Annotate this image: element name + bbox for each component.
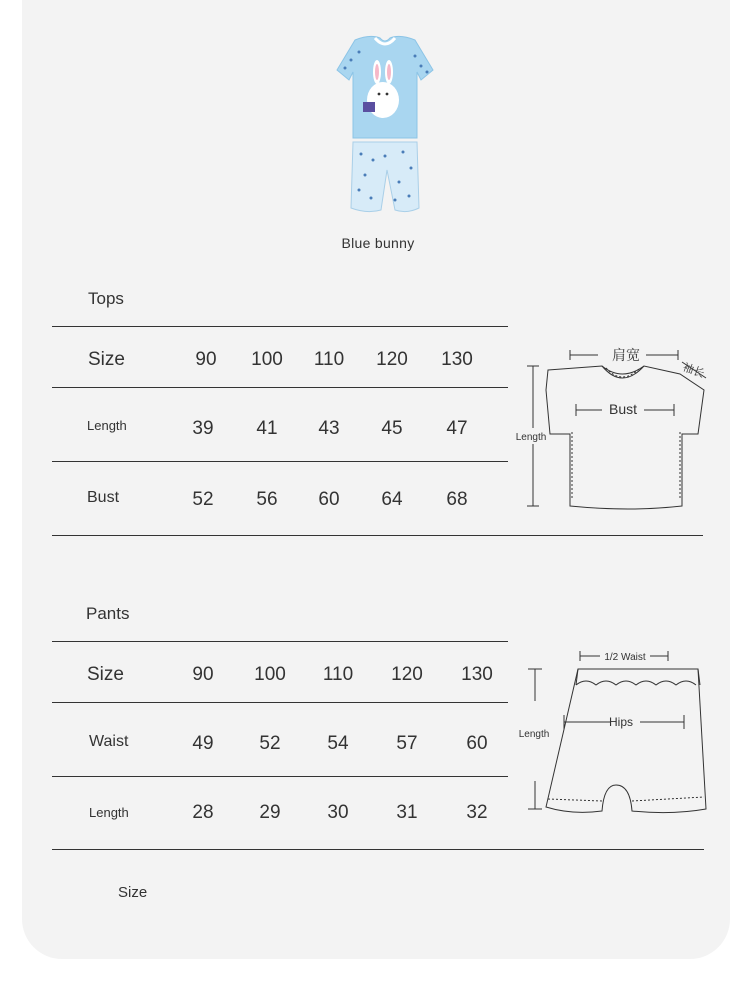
pants-waist-cell: 52 — [259, 733, 281, 754]
pants-length-label: Length — [89, 805, 129, 820]
pants-waist-cell: 57 — [396, 733, 418, 754]
tshirt-diagram — [510, 340, 715, 520]
shorts-diagram — [512, 645, 712, 820]
bust-label: Bust — [608, 401, 638, 417]
tops-length-cell: 45 — [381, 418, 403, 439]
tops-length-label: Length — [87, 418, 127, 433]
tops-rule-bottom — [52, 535, 703, 536]
tops-bust-label: Bust — [87, 489, 120, 506]
pants-length-cell: 28 — [192, 802, 214, 823]
pants-size-cell: 110 — [322, 664, 354, 685]
pants-size-cell: 120 — [391, 664, 423, 685]
pants-size-cell: 130 — [461, 664, 493, 685]
pants-rule — [52, 702, 508, 703]
product-caption: Blue bunny — [341, 235, 415, 251]
pants-waist-label: Waist — [89, 733, 129, 750]
tops-size-cell: 130 — [441, 349, 473, 370]
tops-length-cell: 47 — [446, 418, 468, 439]
tops-length-cell: 39 — [192, 418, 214, 439]
shoulder-label: 肩宽 — [612, 348, 640, 364]
tshirt-length-label: Length — [515, 432, 547, 443]
pants-waist-cell: 60 — [466, 733, 488, 754]
tops-title: Tops — [88, 289, 124, 308]
tops-bust-cell: 64 — [381, 489, 403, 510]
tops-rule — [52, 461, 508, 462]
pants-rule — [52, 776, 508, 777]
tops-length-cell: 41 — [256, 418, 278, 439]
pants-title: Pants — [86, 604, 130, 623]
pants-size-cell: 90 — [192, 664, 214, 685]
hips-label: Hips — [608, 715, 634, 729]
tops-rule — [52, 387, 508, 388]
tops-bust-cell: 52 — [192, 489, 214, 510]
pants-waist-cell: 49 — [192, 733, 214, 754]
tops-size-cell: 110 — [313, 349, 345, 370]
pants-size-label: Size — [87, 664, 124, 685]
pants-size-cell: 100 — [254, 664, 286, 685]
waist-label: 1/2 Waist — [604, 652, 646, 663]
tops-rule-top — [52, 326, 508, 327]
sleeve-label: 袖长 — [680, 360, 707, 381]
pants-rule-bottom — [52, 849, 704, 850]
pants-waist-cell: 54 — [327, 733, 349, 754]
footer-size-label: Size — [118, 884, 148, 901]
pants-length-cell: 31 — [396, 802, 418, 823]
tops-bust-cell: 68 — [446, 489, 468, 510]
pants-length-cell: 29 — [259, 802, 281, 823]
product-image — [325, 30, 445, 220]
tops-size-label: Size — [88, 349, 125, 370]
tops-length-cell: 43 — [318, 418, 340, 439]
tops-bust-cell: 60 — [318, 489, 340, 510]
pants-length-cell: 32 — [466, 802, 488, 823]
pants-rule-top — [52, 641, 508, 642]
tops-size-cell: 90 — [195, 349, 217, 370]
tops-size-cell: 100 — [251, 349, 283, 370]
pants-length-cell: 30 — [327, 802, 349, 823]
tops-size-cell: 120 — [376, 349, 408, 370]
shorts-length-label: Length — [518, 729, 550, 740]
tops-bust-cell: 56 — [256, 489, 278, 510]
